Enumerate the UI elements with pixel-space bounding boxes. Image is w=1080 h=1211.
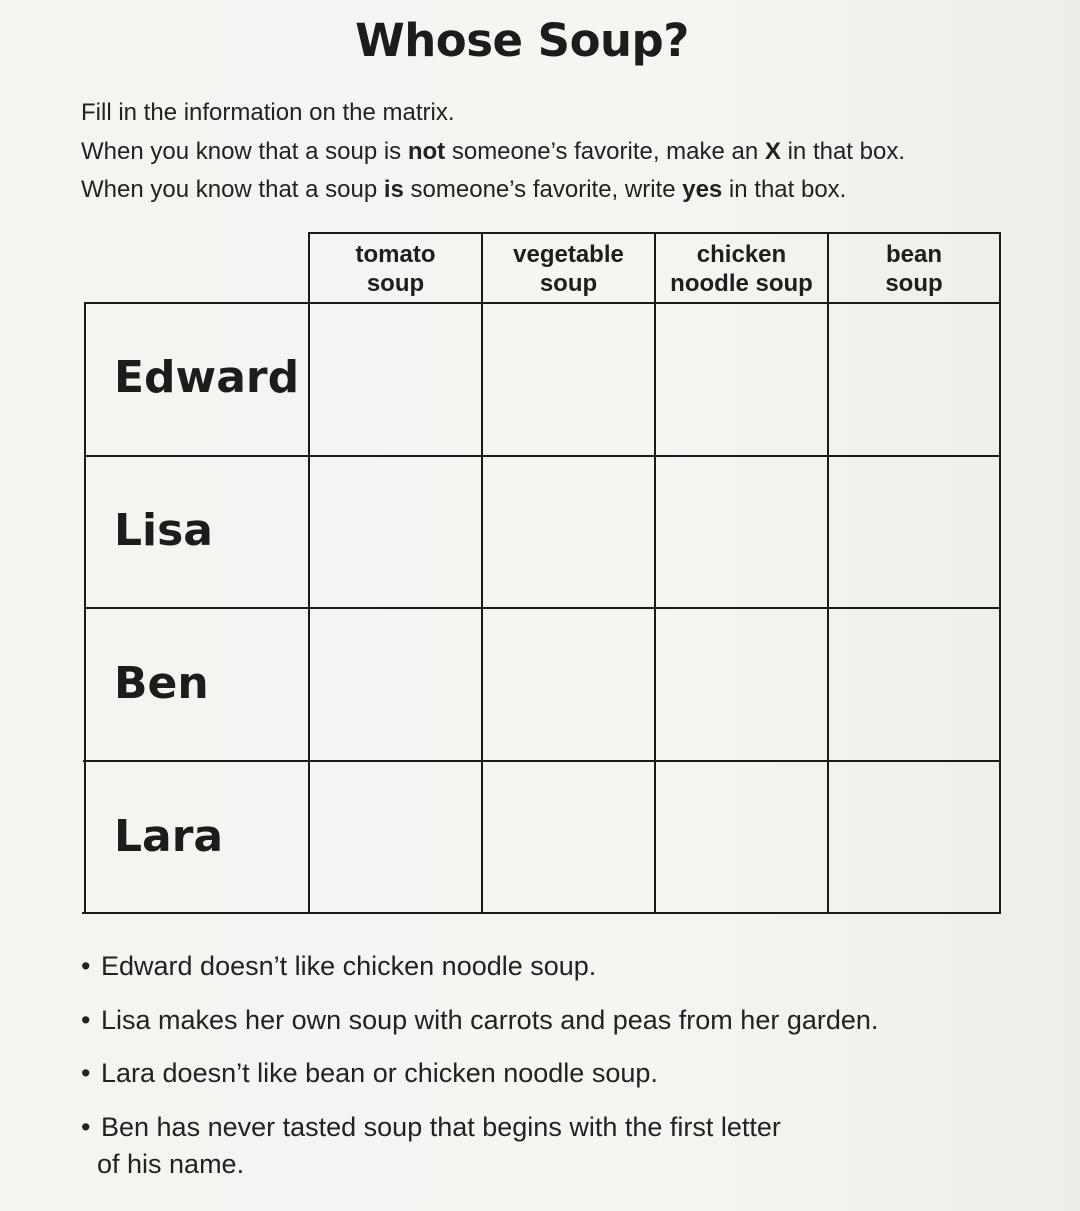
matrix-cell-edward-bean[interactable] xyxy=(829,304,999,455)
instruction-line-2 xyxy=(81,133,905,172)
column-header-line: tomato xyxy=(355,241,436,268)
clue-item xyxy=(81,951,596,982)
instruction-text: in that box. xyxy=(722,176,847,203)
matrix-cell-ben-bean[interactable] xyxy=(829,609,999,760)
instruction-text: someone’s favorite, write xyxy=(403,176,683,203)
row-header-edward: Edward xyxy=(114,352,300,403)
instruction-text: someone’s favorite, make an xyxy=(445,137,765,165)
instruction-line-3 xyxy=(81,171,905,210)
instruction-line-1: Fill in the information on the matrix. xyxy=(81,99,455,126)
column-header-line: noodle soup xyxy=(670,270,813,297)
matrix-cell-lisa-vegetable[interactable] xyxy=(483,457,654,607)
column-header-line: soup xyxy=(366,270,425,297)
column-header-vegetable-soup xyxy=(483,238,654,300)
instruction-emphasis: yes xyxy=(682,176,723,203)
column-header-line: chicken xyxy=(696,241,787,268)
clue-text: Lara doesn’t like bean or chicken noodle soup. xyxy=(101,1058,658,1088)
matrix-cell-lara-tomato[interactable] xyxy=(310,762,481,912)
instruction-text: When you know that a soup is xyxy=(81,137,408,165)
matrix-cell-edward-tomato[interactable] xyxy=(310,304,481,455)
column-header-line: bean xyxy=(885,241,942,268)
clue-item xyxy=(81,1058,658,1089)
grid-line xyxy=(999,232,1001,914)
column-header-tomato-soup xyxy=(310,238,481,300)
row-header-lisa: Lisa xyxy=(114,505,213,556)
matrix-cell-ben-vegetable[interactable] xyxy=(483,609,654,760)
column-header-line: soup xyxy=(539,270,598,297)
column-header-chicken-noodle-soup xyxy=(656,238,827,300)
grid-line xyxy=(84,302,86,914)
clue-item xyxy=(81,1005,878,1036)
clue-text-continued: of his name. xyxy=(97,1149,245,1179)
matrix-cell-ben-tomato[interactable] xyxy=(310,609,481,760)
matrix-cell-ben-chicken-noodle[interactable] xyxy=(656,609,827,760)
row-header-lara: Lara xyxy=(114,811,224,862)
bullet: • xyxy=(81,1005,91,1035)
instruction-emphasis: is xyxy=(383,176,404,203)
matrix-cell-lisa-tomato[interactable] xyxy=(310,457,481,607)
clue-text: Ben has never tasted soup that begins with the first letter xyxy=(101,1112,781,1142)
matrix-cell-lara-chicken-noodle[interactable] xyxy=(656,762,827,912)
column-header-bean-soup xyxy=(829,238,999,300)
column-header-line: soup xyxy=(885,270,943,297)
matrix-cell-edward-chicken-noodle[interactable] xyxy=(656,304,827,455)
column-header-line: vegetable xyxy=(513,241,624,268)
matrix-cell-lara-vegetable[interactable] xyxy=(483,762,654,912)
row-header-ben: Ben xyxy=(114,658,209,709)
clue-item xyxy=(81,1112,781,1180)
matrix-cell-lisa-chicken-noodle[interactable] xyxy=(656,457,827,607)
bullet: • xyxy=(81,951,91,981)
matrix-cell-lara-bean[interactable] xyxy=(829,762,999,912)
instructions xyxy=(81,94,905,210)
instruction-text: in that box. xyxy=(780,137,905,165)
clue-text: Lisa makes her own soup with carrots and peas from her garden. xyxy=(101,1005,879,1035)
matrix-cell-edward-vegetable[interactable] xyxy=(483,304,654,455)
clue-text: Edward doesn’t like chicken noodle soup. xyxy=(101,951,597,981)
grid-line xyxy=(82,912,1000,914)
bullet: • xyxy=(81,1112,91,1142)
page-title: Whose Soup? xyxy=(355,14,689,67)
instruction-text: When you know that a soup xyxy=(81,176,384,203)
matrix-cell-lisa-bean[interactable] xyxy=(829,457,999,607)
bullet: • xyxy=(81,1058,91,1088)
instruction-emphasis: X xyxy=(764,137,781,165)
instruction-emphasis: not xyxy=(407,137,446,165)
